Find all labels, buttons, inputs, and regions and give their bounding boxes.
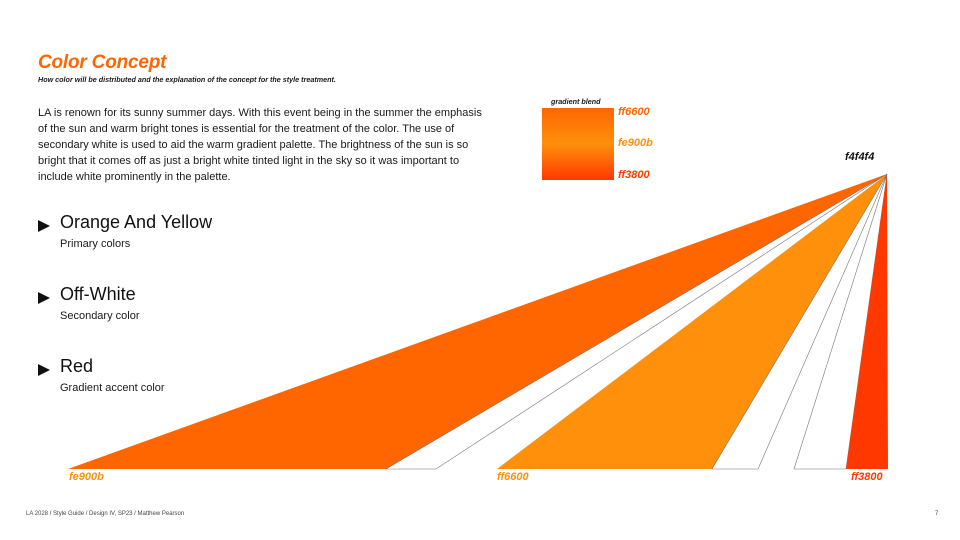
page-number: 7 xyxy=(935,511,939,517)
bullet-label: Orange And Yellow xyxy=(60,212,213,232)
gradient-hex-middle: fe900b xyxy=(618,137,653,149)
base-hex-middle: ff6600 xyxy=(497,471,529,483)
page-subtitle: How color will be distributed and the explanation of the concept for the style treatment. xyxy=(38,75,336,84)
base-hex-right: ff3800 xyxy=(851,471,883,483)
page-title: Color Concept xyxy=(38,52,167,73)
apex-hex-label: f4f4f4 xyxy=(845,151,875,163)
bullet-label: Off-White xyxy=(60,284,136,304)
bullet-sublabel: Gradient accent color xyxy=(60,382,165,394)
bullet-sublabel: Secondary color xyxy=(60,310,140,322)
intro-paragraph: LA is renown for its sunny summer days. With this event being in the summer the emphasis of the sun and warm bright tones is essential for the treatment of the color. The use of secondary white is used to aid the warm gradient palette. The brightness of the sun is so bright that it comes off as just a bright white tinted light in the sky so it was important to include white prominently in the palette. xyxy=(38,107,482,183)
bullet-label: Red xyxy=(60,356,94,376)
gradient-hex-bottom: ff3800 xyxy=(618,169,650,181)
footer-credit: LA 2028 / Style Guide / Design IV, SP23 / Matthew Pearson xyxy=(26,511,185,517)
bullet-sublabel: Primary colors xyxy=(60,238,131,250)
base-hex-left: fe900b xyxy=(69,471,104,483)
gradient-blend-label: gradient blend xyxy=(551,97,601,106)
gradient-hex-top: ff6600 xyxy=(618,106,650,118)
